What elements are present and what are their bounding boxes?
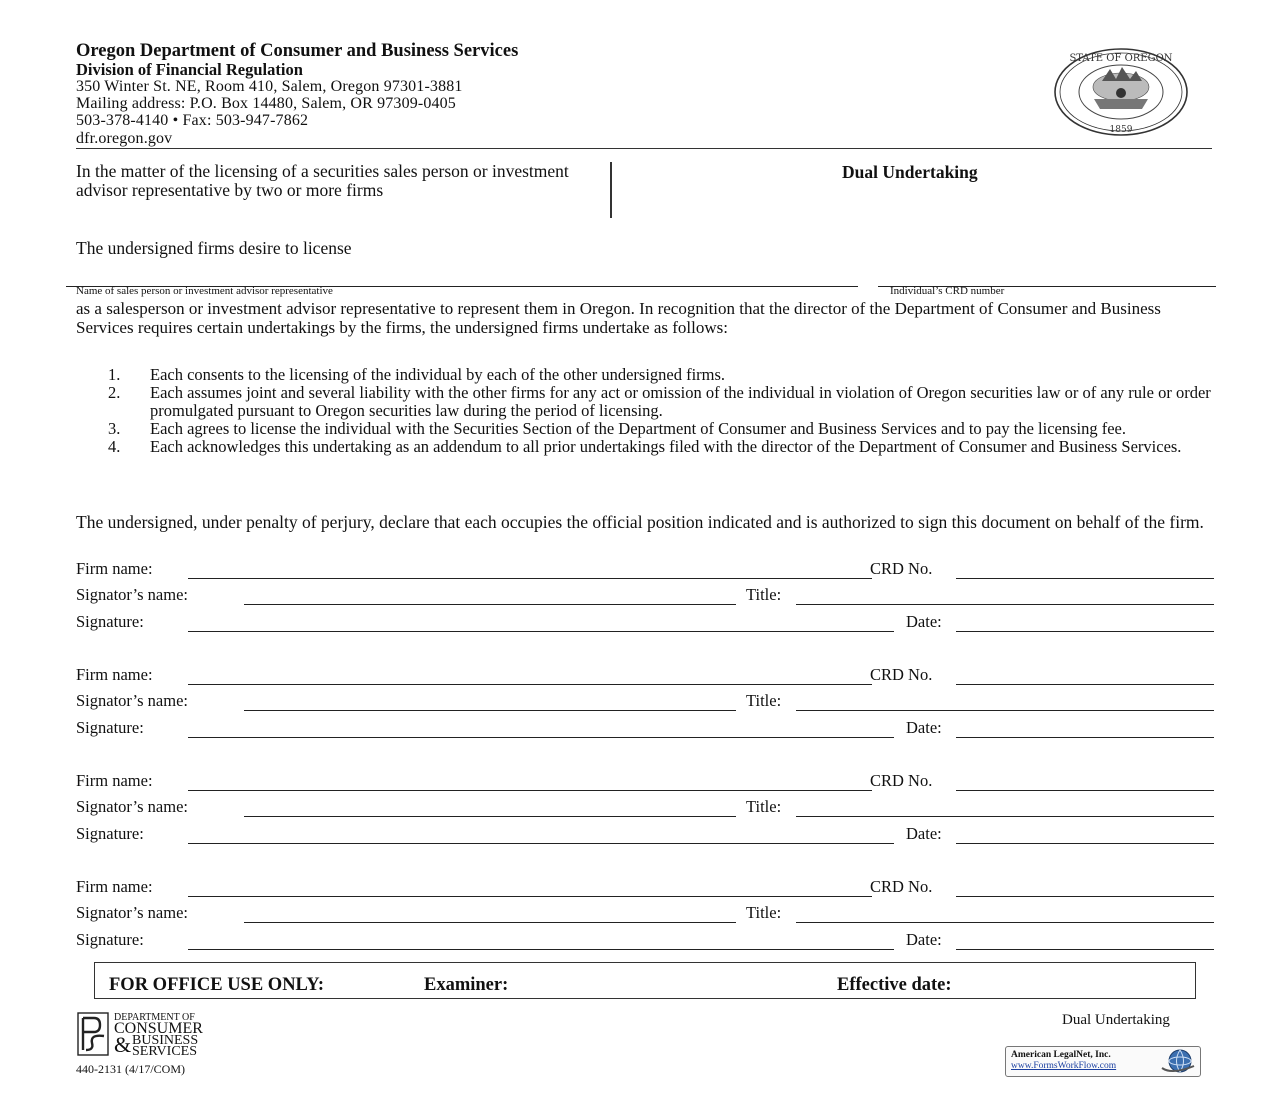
title-input-4[interactable]	[796, 898, 1214, 923]
signator-name-label: Signator’s name:	[76, 797, 188, 816]
date-label: Date:	[906, 612, 942, 631]
list-item	[108, 384, 1218, 419]
signator-name-label: Signator’s name:	[76, 585, 188, 604]
footer-form-title: Dual Undertaking	[1062, 1012, 1170, 1028]
title-label: Title:	[746, 903, 782, 922]
vendor-badge[interactable]	[1005, 1046, 1201, 1077]
logo-line: CONSUMER	[114, 1020, 203, 1037]
oregon-state-seal-icon	[1052, 47, 1190, 137]
title-label: Title:	[746, 691, 782, 710]
caption-divider	[610, 162, 612, 218]
vendor-name: American LegalNet, Inc.	[1011, 1050, 1111, 1060]
signature-label: Signature:	[76, 718, 144, 737]
date-label: Date:	[906, 718, 942, 737]
effective-date-label: Effective date:	[837, 975, 952, 995]
date-input-3[interactable]	[956, 819, 1214, 844]
crd-no-input-4[interactable]	[956, 872, 1214, 897]
seal-year: 1859	[1109, 125, 1133, 135]
declaration-paragraph: The undersigned, under penalty of perjury, declare that each occupies the official position indicated and is authorized to sign this document on behalf of the firm.	[76, 512, 1204, 532]
date-label: Date:	[906, 824, 942, 843]
firm-name-input-2[interactable]	[188, 660, 872, 685]
intro-paragraph: as a salesperson or investment advisor representative to represent them in Oregon. In recognition that the director of the Department of Consumer and Business Services requires certain undertakings by the firms, the undersigned firms undertake as follows:	[76, 299, 1161, 337]
title-label: Title:	[746, 797, 782, 816]
website[interactable]: dfr.oregon.gov	[76, 130, 173, 147]
crd-no-label: CRD No.	[870, 877, 933, 896]
list-item-text: Each consents to the licensing of the individual by each of the other undersigned firms.	[150, 365, 726, 384]
signature-input-1[interactable]	[188, 607, 894, 632]
logo-line: DEPARTMENT OF	[114, 1012, 195, 1023]
list-item-number: 1.	[108, 365, 121, 384]
crd-no-label: CRD No.	[870, 559, 933, 578]
header-divider	[76, 148, 1212, 149]
signature-input-4[interactable]	[188, 925, 894, 950]
title-input-1[interactable]	[796, 580, 1214, 605]
title-label: Title:	[746, 585, 782, 604]
crd-no-input-3[interactable]	[956, 766, 1214, 791]
list-item	[108, 438, 1218, 456]
firm-name-input-4[interactable]	[188, 872, 872, 897]
signature-label: Signature:	[76, 824, 144, 843]
globe-icon	[1158, 1048, 1198, 1075]
signature-input-3[interactable]	[188, 819, 894, 844]
signator-name-input-2[interactable]	[244, 686, 736, 711]
list-item-text: Each acknowledges this undertaking as an addendum to all prior undertakings filed with the director of the Department of Consumer and Business Services.	[150, 436, 1182, 456]
mailing-address: Mailing address: P.O. Box 14480, Salem, OR 97309-0405	[76, 95, 456, 112]
firm-name-label: Firm name:	[76, 771, 153, 790]
list-item-number: 2.	[108, 383, 121, 402]
individual-name-input[interactable]	[66, 262, 858, 287]
signator-name-input-3[interactable]	[244, 792, 736, 817]
crd-no-input-2[interactable]	[956, 660, 1214, 685]
matter-caption: In the matter of the licensing of a securities sales person or investment advisor representative by two or more firms	[76, 161, 569, 200]
title-input-2[interactable]	[796, 686, 1214, 711]
individual-crd-caption: Individual’s CRD number	[890, 285, 1005, 297]
date-label: Date:	[906, 930, 942, 949]
seal-text: STATE OF OREGON	[1069, 53, 1173, 64]
dcbs-logo	[76, 1012, 236, 1058]
crd-no-label: CRD No.	[870, 771, 933, 790]
street-address: 350 Winter St. NE, Room 410, Salem, Oregon 97301-3881	[76, 78, 463, 95]
dcbs-emblem-icon	[76, 1012, 110, 1056]
signature-input-2[interactable]	[188, 713, 894, 738]
individual-name-caption: Name of sales person or investment advisor representative	[76, 285, 333, 297]
list-item-number: 4.	[108, 436, 121, 456]
vendor-link[interactable]: www.FormsWorkFlow.com	[1011, 1061, 1117, 1071]
division-name: Division of Financial Regulation	[76, 60, 303, 79]
firm-name-label: Firm name:	[76, 665, 153, 684]
date-input-4[interactable]	[956, 925, 1214, 950]
signator-name-label: Signator’s name:	[76, 691, 188, 710]
list-item	[108, 366, 1218, 384]
signator-name-input-4[interactable]	[244, 898, 736, 923]
department-name: Oregon Department of Consumer and Business Services	[76, 41, 519, 61]
signature-label: Signature:	[76, 612, 144, 631]
logo-ampersand: &	[114, 1032, 132, 1057]
logo-line: BUSINESS	[132, 1033, 199, 1048]
list-item-text: Each agrees to license the individual with the Securities Section of the Department of Consumer and Business Services and to pay the licensing fee.	[150, 418, 1126, 438]
date-input-2[interactable]	[956, 713, 1214, 738]
individual-crd-input[interactable]	[878, 262, 1216, 287]
title-input-3[interactable]	[796, 792, 1214, 817]
firm-name-input-1[interactable]	[188, 554, 872, 579]
desire-statement: The undersigned firms desire to license	[76, 238, 352, 258]
firm-name-label: Firm name:	[76, 877, 153, 896]
crd-no-input-1[interactable]	[956, 554, 1214, 579]
crd-no-label: CRD No.	[870, 665, 933, 684]
form-title: Dual Undertaking	[842, 162, 978, 182]
list-item	[108, 420, 1218, 438]
list-item-text: Each assumes joint and several liability with the other firms for any act or omission of the individual in violation of Oregon securities law or of any rule or order promulgated pursuant to Oregon securities law during the period of licensing.	[150, 383, 1211, 420]
logo-line: SERVICES	[132, 1044, 198, 1059]
form-number: 440-2131 (4/17/COM)	[76, 1062, 185, 1076]
signator-name-label: Signator’s name:	[76, 903, 188, 922]
date-input-1[interactable]	[956, 607, 1214, 632]
office-use-label: FOR OFFICE USE ONLY:	[109, 975, 325, 995]
firm-name-input-3[interactable]	[188, 766, 872, 791]
phone-fax: 503-378-4140 • Fax: 503-947-7862	[76, 112, 309, 129]
examiner-label: Examiner:	[424, 975, 509, 995]
signature-label: Signature:	[76, 930, 144, 949]
list-item-number: 3.	[108, 418, 121, 438]
firm-name-label: Firm name:	[76, 559, 153, 578]
signator-name-input-1[interactable]	[244, 580, 736, 605]
undertakings-list	[108, 366, 1218, 456]
